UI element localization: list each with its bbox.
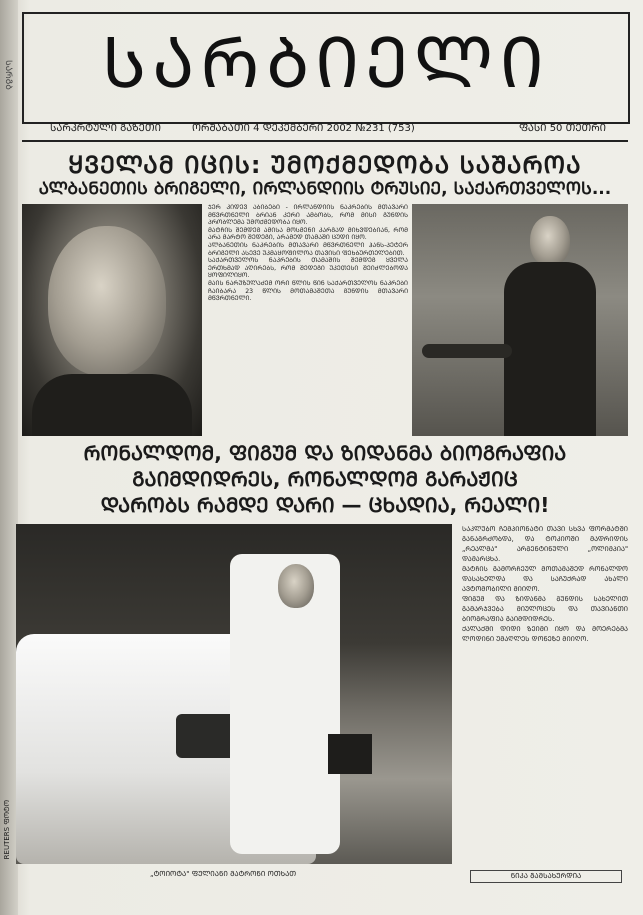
masthead — [22, 12, 630, 124]
photo-credit: REUTERS ᲤᲝᲢᲝ — [3, 800, 11, 860]
issue-date: ᲝᲠᲨᲐᲑᲐᲗᲘ 4 ᲓᲔᲙᲔᲛᲑᲔᲠᲘ 2002 №231 (753) — [192, 123, 415, 134]
paragraph: ᲛᲐᲢᲩᲘᲡ ᲨᲔᲛᲓᲔᲒ ᲐᲛᲘᲡᲐ ᲛᲝᲡᲛᲔᲜᲘ ᲙᲐᲠᲒᲐᲓ ᲛᲘᲮᲕᲓᲔᲑᲘᲐᲜ, ᲠᲝᲛ ᲐᲠᲐ ᲛᲐᲠᲢᲝ ᲨᲔᲓᲔᲒᲘ, ᲐᲠᲐᲛᲔᲓ ᲗᲐᲛᲐᲨᲘ ᲪᲣᲓᲘ ᲘᲧᲝ. — [208, 226, 408, 242]
face-shape — [530, 216, 570, 266]
paragraph: ᲥᲐᲚᲐᲥᲨᲘ ᲓᲘᲓᲘ ᲖᲔᲘᲛᲘ ᲘᲧᲝ ᲓᲐ ᲛᲝᲔᲠᲔᲑᲛᲐ ᲚᲝᲓᲘᲜᲘ ᲣᲛᲐᲦᲚᲔᲡ ᲓᲝᲜᲔᲖᲔ ᲛᲘᲘᲦᲝ. — [462, 625, 628, 643]
paragraph: ᲡᲐᲥᲐᲠᲗᲕᲔᲚᲝᲡ ᲜᲐᲙᲠᲔᲑᲘᲡ ᲗᲐᲛᲐᲨᲘᲡ ᲨᲔᲛᲓᲔᲒ ᲧᲕᲔᲚᲐ ᲔᲠᲗᲮᲛᲐᲓ ᲐᲦᲘᲠᲔᲑᲡ, ᲠᲝᲛ ᲨᲔᲓᲔᲒᲘ ᲣᲙᲔᲗᲔᲡᲘ ᲨᲔᲘᲫᲚᲔᲑᲝᲓᲐ ᲧᲝᲤᲘᲚᲘᲧᲝ. — [208, 257, 408, 280]
coach-portrait-photo — [22, 204, 202, 436]
photo-caption: „ᲢᲝᲘᲝᲢᲐ" ᲤᲣᲚᲘᲐᲜᲘ ᲛᲐᲢᲠᲝᲜᲘ ᲝᲗᲮᲐᲗ — [150, 870, 297, 878]
story1-subhead: ᲐᲚᲑᲐᲜᲔᲗᲘᲡ ᲑᲠᲘᲒᲔᲚᲘ, ᲘᲠᲚᲐᲜᲓᲘᲘᲡ ᲢᲠᲣᲡᲘᲔ, ᲡᲐᲥᲐᲠᲗᲕᲔᲚᲝᲡ... — [38, 179, 612, 199]
paragraph: ᲯᲔᲠ ᲙᲘᲓᲔᲕ ᲐᲑᲘᲑᲔᲑᲘ - ᲘᲠᲚᲐᲜᲓᲘᲘᲡ ᲜᲐᲙᲠᲔᲑᲘᲡ ᲛᲗᲐᲕᲐᲠᲘ ᲛᲬᲕᲠᲗᲜᲔᲚᲘ ᲑᲠᲘᲐᲜ ᲙᲔᲠᲘ ᲐᲛᲑᲝᲑᲡ, ᲠᲝᲛ ᲛᲘᲡᲘ ᲒᲣᲜᲓᲘᲡ ᲞᲠᲝᲑᲚᲔᲛᲐ ᲣᲛᲝᲥᲛᲔᲓᲝᲑᲐ ᲘᲧᲝ. — [208, 204, 408, 227]
headline-line: ᲒᲐᲘᲛᲓᲘᲓᲠᲔᲡ, ᲠᲝᲜᲐᲚᲓᲝᲛ ᲒᲐᲠᲐᲟᲘᲪ — [132, 467, 518, 491]
headline-line: ᲓᲐᲠᲝᲑᲡ ᲠᲐᲛᲓᲔ ᲓᲐᲠᲘ — ᲪᲮᲐᲓᲘᲐ, ᲠᲔᲐᲚᲘ! — [100, 493, 550, 517]
story2-headline — [22, 440, 628, 518]
author-byline: ᲜᲘᲙᲐ ᲒᲐᲛᲡᲐᲮᲣᲠᲓᲘᲐ — [470, 870, 622, 883]
story1-body — [208, 204, 408, 436]
edge-text: ᲡᲐᲠᲒᲑ — [3, 60, 13, 90]
paragraph: ᲡᲐᲙᲚᲣᲑᲝ ᲩᲔᲛᲞᲘᲝᲜᲐᲢᲘ ᲗᲐᲕᲘ ᲡᲮᲕᲐ ᲤᲝᲠᲛᲐᲢᲨᲘ ᲒᲐᲜᲐᲒᲠᲫᲝᲑᲓᲐ, ᲓᲐ ᲢᲝᲙᲘᲝᲨᲘ ᲛᲐᲓᲠᲘᲓᲘᲡ „ᲠᲔᲐᲚᲛᲐ" ᲐᲠᲒᲔᲜᲢᲘᲜᲣᲚᲘ „ᲝᲚᲘᲛᲞᲘᲐ" ᲓᲐᲛᲐᲠᲪᲮᲐ. — [462, 525, 628, 563]
ronaldo-car-photo — [16, 524, 452, 864]
tagline: ᲡᲐᲠᲙᲠᲢᲣᲚᲘ ᲒᲐᲖᲔᲗᲘ — [50, 123, 161, 134]
suit-shape — [504, 262, 596, 436]
paragraph: ᲛᲐᲘᲡ ᲜᲐᲠᲣᲖᲣᲚᲐᲫᲔᲛ ᲝᲠᲘ ᲬᲚᲘᲡ ᲬᲘᲜ ᲡᲐᲥᲐᲠᲗᲕᲔᲚᲝᲡ ᲜᲐᲙᲠᲔᲑᲘ ᲩᲐᲘᲑᲐᲠᲐ 23 ᲬᲚᲘᲡ ᲛᲝᲗᲐᲛᲐᲨᲔᲗᲐ ᲒᲣᲜᲓᲘᲡ ᲛᲗᲐᲕᲐᲠᲘ ᲛᲬᲕᲠᲗᲜᲔᲚᲘ. — [208, 279, 408, 303]
masthead-info-bar — [22, 116, 626, 136]
paragraph: ᲐᲚᲑᲐᲜᲔᲗᲘᲡ ᲜᲐᲙᲠᲔᲑᲘᲡ ᲛᲗᲐᲕᲐᲠᲘ ᲛᲬᲕᲠᲗᲜᲔᲚᲘ ᲰᲐᲜᲡ-ᲞᲔᲢᲔᲠ ᲑᲠᲘᲒᲔᲚᲘ ᲐᲡᲔᲕᲔ ᲣᲙᲛᲐᲧᲝᲤᲘᲚᲝᲐ ᲗᲐᲕᲘᲡᲘ ᲤᲔᲮᲑᲣᲠᲗᲔᲚᲔᲑᲘᲗ. — [208, 241, 408, 257]
coach-sideline-photo — [412, 204, 628, 436]
trophy-box-shape — [328, 734, 372, 774]
arm-shape — [422, 344, 512, 358]
divider-rule — [22, 140, 628, 142]
price: ᲤᲐᲡᲘ 50 ᲗᲔᲗᲠᲘ — [518, 123, 606, 134]
newspaper-logo: ᲡᲐᲠᲑᲘᲔᲚᲘ — [101, 22, 551, 104]
face-shape — [48, 226, 166, 376]
headline-line: ᲠᲝᲜᲐᲚᲓᲝᲛ, ᲤᲘᲒᲣᲛ ᲓᲐ ᲖᲘᲓᲐᲜᲛᲐ ᲑᲘᲝᲒᲠᲐᲤᲘᲐ — [83, 441, 567, 465]
paragraph: ᲛᲐᲢᲩᲘᲡ ᲒᲐᲛᲝᲠᲩᲔᲣᲚ ᲛᲝᲗᲐᲛᲐᲨᲔᲓ ᲠᲝᲜᲐᲚᲓᲝ ᲓᲐᲡᲐᲮᲔᲚᲓᲐ ᲓᲐ ᲡᲐᲩᲣᲥᲠᲐᲓ ᲐᲮᲐᲚᲘ ᲐᲕᲢᲝᲛᲝᲑᲘᲚᲘ ᲛᲘᲘᲦᲝ. — [462, 565, 628, 593]
paragraph: ᲤᲘᲒᲣᲛ ᲓᲐ ᲖᲘᲓᲐᲜᲛᲐ ᲒᲣᲜᲓᲘᲡ ᲡᲐᲮᲔᲚᲘᲗ ᲒᲐᲛᲐᲠᲯᲕᲔᲑᲐ ᲛᲘᲣᲚᲝᲪᲔᲡ ᲓᲐ ᲗᲐᲕᲘᲐᲜᲗᲘ ᲑᲘᲝᲒᲠᲐᲤᲘᲐ ᲒᲐᲘᲛᲓᲘᲓᲠᲔᲡ. — [462, 595, 628, 623]
story2-body — [462, 524, 628, 854]
story1-headline: ᲧᲕᲔᲚᲐᲛ ᲘᲪᲘᲡ: ᲣᲛᲝᲥᲛᲔᲓᲝᲑᲐ ᲡᲐᲨᲐᲠᲝᲐ — [68, 151, 582, 179]
shoulders-shape — [32, 374, 192, 436]
player-face-shape — [278, 564, 314, 608]
